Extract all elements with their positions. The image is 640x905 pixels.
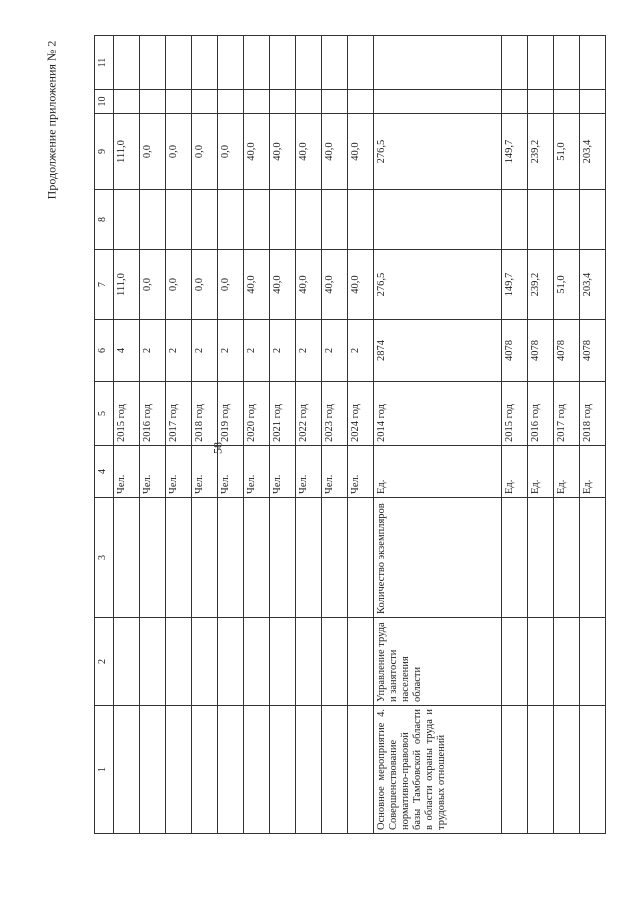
- cell-col-8: [166, 190, 192, 250]
- year-cell: 2022 год: [296, 382, 322, 446]
- cell-col-10: [554, 90, 580, 114]
- column-header-11: 11: [95, 36, 114, 90]
- cell-col-11: [244, 36, 270, 90]
- year-cell: 2015 год: [114, 382, 140, 446]
- cell-col-8: [192, 190, 218, 250]
- column-header-5: 5: [95, 382, 114, 446]
- cell-col-8: [374, 190, 502, 250]
- cell-col-11: [192, 36, 218, 90]
- cell-col-1: [192, 706, 218, 834]
- unit-cell: Чел.: [348, 446, 374, 498]
- cell-col-3: [528, 498, 554, 618]
- cell-col-8: [322, 190, 348, 250]
- indicator-value-cell: 2: [140, 320, 166, 382]
- cell-col-2: [554, 618, 580, 706]
- main-event-row: [374, 36, 502, 834]
- cell-col-8: [140, 190, 166, 250]
- rotated-table-frame: [94, 36, 593, 834]
- cell-col-3: [140, 498, 166, 618]
- unit-cell: Ед.: [502, 446, 528, 498]
- cell-col-3: [244, 498, 270, 618]
- table-row: [348, 36, 374, 834]
- unit-cell: Чел.: [140, 446, 166, 498]
- indicator-value-cell: 2: [348, 320, 374, 382]
- table-row: [580, 36, 606, 834]
- cell-col-11: [218, 36, 244, 90]
- year-cell: 2017 год: [166, 382, 192, 446]
- unit-cell: Чел.: [270, 446, 296, 498]
- regional-funding-cell: 40,0: [296, 114, 322, 190]
- cell-col-11: [502, 36, 528, 90]
- unit-cell: Ед.: [580, 446, 606, 498]
- total-funding-cell: 40,0: [270, 250, 296, 320]
- unit-cell: Чел.: [322, 446, 348, 498]
- indicator-value-cell: 4078: [580, 320, 606, 382]
- table-row: [554, 36, 580, 834]
- regional-funding-cell: 0,0: [192, 114, 218, 190]
- cell-col-1: [554, 706, 580, 834]
- cell-col-8: [270, 190, 296, 250]
- cell-col-1: [502, 706, 528, 834]
- table-row: [296, 36, 322, 834]
- cell-col-2: [166, 618, 192, 706]
- indicator-value-cell: 2: [296, 320, 322, 382]
- cell-col-2: [270, 618, 296, 706]
- column-header-4: 4: [95, 446, 114, 498]
- table-row: [192, 36, 218, 834]
- cell-col-3: [270, 498, 296, 618]
- cell-col-1: [296, 706, 322, 834]
- cell-col-1: [528, 706, 554, 834]
- regional-funding-cell: 0,0: [166, 114, 192, 190]
- cell-col-11: [114, 36, 140, 90]
- column-header-2: 2: [95, 618, 114, 706]
- indicator-value-cell: 2: [192, 320, 218, 382]
- cell-col-10: [502, 90, 528, 114]
- cell-col-3: [166, 498, 192, 618]
- total-funding-cell: 0,0: [218, 250, 244, 320]
- cell-col-1: [166, 706, 192, 834]
- indicator-value-cell: 4078: [528, 320, 554, 382]
- unit-cell: Чел.: [218, 446, 244, 498]
- program-indicators-table: [94, 35, 606, 834]
- indicator-value-cell: 2: [244, 320, 270, 382]
- cell-col-10: [348, 90, 374, 114]
- total-funding-cell: 51,0: [554, 250, 580, 320]
- column-header-8: 8: [95, 190, 114, 250]
- cell-col-10: [270, 90, 296, 114]
- year-cell: 2018 год: [580, 382, 606, 446]
- cell-col-1: [270, 706, 296, 834]
- cell-col-11: [322, 36, 348, 90]
- cell-col-3: [348, 498, 374, 618]
- cell-col-2: [140, 618, 166, 706]
- regional-funding-cell: 40,0: [322, 114, 348, 190]
- cell-col-8: [244, 190, 270, 250]
- cell-col-11: [374, 36, 502, 90]
- cell-col-3: [554, 498, 580, 618]
- cell-col-10: [296, 90, 322, 114]
- indicator-name-cell: Количество экземпляров: [374, 498, 502, 618]
- unit-cell: Чел.: [114, 446, 140, 498]
- regional-funding-cell: 111,0: [114, 114, 140, 190]
- total-funding-cell: 0,0: [192, 250, 218, 320]
- cell-col-11: [348, 36, 374, 90]
- table-row: [244, 36, 270, 834]
- year-cell: 2021 год: [270, 382, 296, 446]
- table-body: [114, 36, 606, 834]
- column-number-row: [95, 36, 114, 834]
- total-funding-cell: 111,0: [114, 250, 140, 320]
- year-cell: 2014 год: [374, 382, 502, 446]
- cell-col-8: [114, 190, 140, 250]
- table-row: [140, 36, 166, 834]
- appendix-continuation-note: Продолжение приложения № 2: [44, 40, 59, 200]
- column-header-6: 6: [95, 320, 114, 382]
- year-cell: 2018 год: [192, 382, 218, 446]
- cell-col-1: [244, 706, 270, 834]
- cell-col-2: [192, 618, 218, 706]
- cell-col-8: [554, 190, 580, 250]
- cell-col-2: [244, 618, 270, 706]
- regional-funding-cell: 51,0: [554, 114, 580, 190]
- total-funding-cell: 0,0: [166, 250, 192, 320]
- year-cell: 2019 год: [218, 382, 244, 446]
- event-name-cell: Основное мероприятие 4. Совершенствование нормативно-правовой базы Тамбовской области в области охраны труда и трудовых отношений: [374, 706, 502, 834]
- total-funding-cell: 203,4: [580, 250, 606, 320]
- cell-col-1: [140, 706, 166, 834]
- column-header-10: 10: [95, 90, 114, 114]
- cell-col-3: [580, 498, 606, 618]
- cell-col-10: [114, 90, 140, 114]
- cell-col-2: [580, 618, 606, 706]
- cell-col-8: [502, 190, 528, 250]
- cell-col-8: [580, 190, 606, 250]
- cell-col-2: [348, 618, 374, 706]
- cell-col-3: [192, 498, 218, 618]
- table-row: [322, 36, 348, 834]
- cell-col-2: [528, 618, 554, 706]
- indicator-value-cell: 4: [114, 320, 140, 382]
- table-row: [114, 36, 140, 834]
- cell-col-3: [502, 498, 528, 618]
- total-funding-cell: 239,2: [528, 250, 554, 320]
- unit-cell: Чел.: [244, 446, 270, 498]
- cell-col-8: [348, 190, 374, 250]
- cell-col-1: [218, 706, 244, 834]
- cell-col-3: [322, 498, 348, 618]
- indicator-value-cell: 2: [322, 320, 348, 382]
- cell-col-2: [218, 618, 244, 706]
- unit-cell: Ед.: [554, 446, 580, 498]
- cell-col-10: [580, 90, 606, 114]
- unit-cell: Ед.: [374, 446, 502, 498]
- total-funding-cell: 276,5: [374, 250, 502, 320]
- cell-col-1: [114, 706, 140, 834]
- total-funding-cell: 40,0: [348, 250, 374, 320]
- year-cell: 2020 год: [244, 382, 270, 446]
- year-cell: 2023 год: [322, 382, 348, 446]
- cell-col-11: [270, 36, 296, 90]
- cell-col-8: [218, 190, 244, 250]
- table-row: [166, 36, 192, 834]
- year-cell: 2015 год: [502, 382, 528, 446]
- cell-col-10: [244, 90, 270, 114]
- column-header-7: 7: [95, 250, 114, 320]
- column-header-3: 3: [95, 498, 114, 618]
- total-funding-cell: 0,0: [140, 250, 166, 320]
- page-number: 58: [210, 442, 225, 454]
- regional-funding-cell: 276,5: [374, 114, 502, 190]
- year-cell: 2016 год: [528, 382, 554, 446]
- cell-col-10: [374, 90, 502, 114]
- cell-col-10: [322, 90, 348, 114]
- table-row: [502, 36, 528, 834]
- cell-col-8: [528, 190, 554, 250]
- column-header-9: 9: [95, 114, 114, 190]
- unit-cell: Ед.: [528, 446, 554, 498]
- indicator-value-cell: 2874: [374, 320, 502, 382]
- cell-col-10: [218, 90, 244, 114]
- table-row: [218, 36, 244, 834]
- cell-col-1: [348, 706, 374, 834]
- indicator-value-cell: 2: [218, 320, 244, 382]
- cell-col-10: [192, 90, 218, 114]
- indicator-value-cell: 4078: [554, 320, 580, 382]
- cell-col-2: [502, 618, 528, 706]
- unit-cell: Чел.: [296, 446, 322, 498]
- year-cell: 2017 год: [554, 382, 580, 446]
- table-row: [270, 36, 296, 834]
- regional-funding-cell: 40,0: [270, 114, 296, 190]
- cell-col-1: [322, 706, 348, 834]
- total-funding-cell: 40,0: [322, 250, 348, 320]
- total-funding-cell: 40,0: [244, 250, 270, 320]
- cell-col-11: [296, 36, 322, 90]
- cell-col-11: [140, 36, 166, 90]
- regional-funding-cell: 40,0: [348, 114, 374, 190]
- cell-col-1: [580, 706, 606, 834]
- cell-col-10: [140, 90, 166, 114]
- cell-col-3: [114, 498, 140, 618]
- regional-funding-cell: 239,2: [528, 114, 554, 190]
- total-funding-cell: 40,0: [296, 250, 322, 320]
- cell-col-3: [218, 498, 244, 618]
- indicator-value-cell: 2: [166, 320, 192, 382]
- regional-funding-cell: 0,0: [140, 114, 166, 190]
- cell-col-11: [528, 36, 554, 90]
- indicator-value-cell: 2: [270, 320, 296, 382]
- table-container: [94, 36, 593, 834]
- year-cell: 2024 год: [348, 382, 374, 446]
- cell-col-10: [528, 90, 554, 114]
- year-cell: 2016 год: [140, 382, 166, 446]
- cell-col-2: [322, 618, 348, 706]
- cell-col-2: [296, 618, 322, 706]
- column-header-1: 1: [95, 706, 114, 834]
- total-funding-cell: 149,7: [502, 250, 528, 320]
- cell-col-11: [580, 36, 606, 90]
- cell-col-8: [296, 190, 322, 250]
- table-row: [528, 36, 554, 834]
- regional-funding-cell: 0,0: [218, 114, 244, 190]
- cell-col-11: [554, 36, 580, 90]
- cell-col-2: [114, 618, 140, 706]
- cell-col-11: [166, 36, 192, 90]
- regional-funding-cell: 203,4: [580, 114, 606, 190]
- regional-funding-cell: 40,0: [244, 114, 270, 190]
- responsible-executor-cell: Управление труда и занятости населения области: [374, 618, 502, 706]
- indicator-value-cell: 4078: [502, 320, 528, 382]
- cell-col-3: [296, 498, 322, 618]
- cell-col-10: [166, 90, 192, 114]
- regional-funding-cell: 149,7: [502, 114, 528, 190]
- unit-cell: Чел.: [166, 446, 192, 498]
- unit-cell: Чел.: [192, 446, 218, 498]
